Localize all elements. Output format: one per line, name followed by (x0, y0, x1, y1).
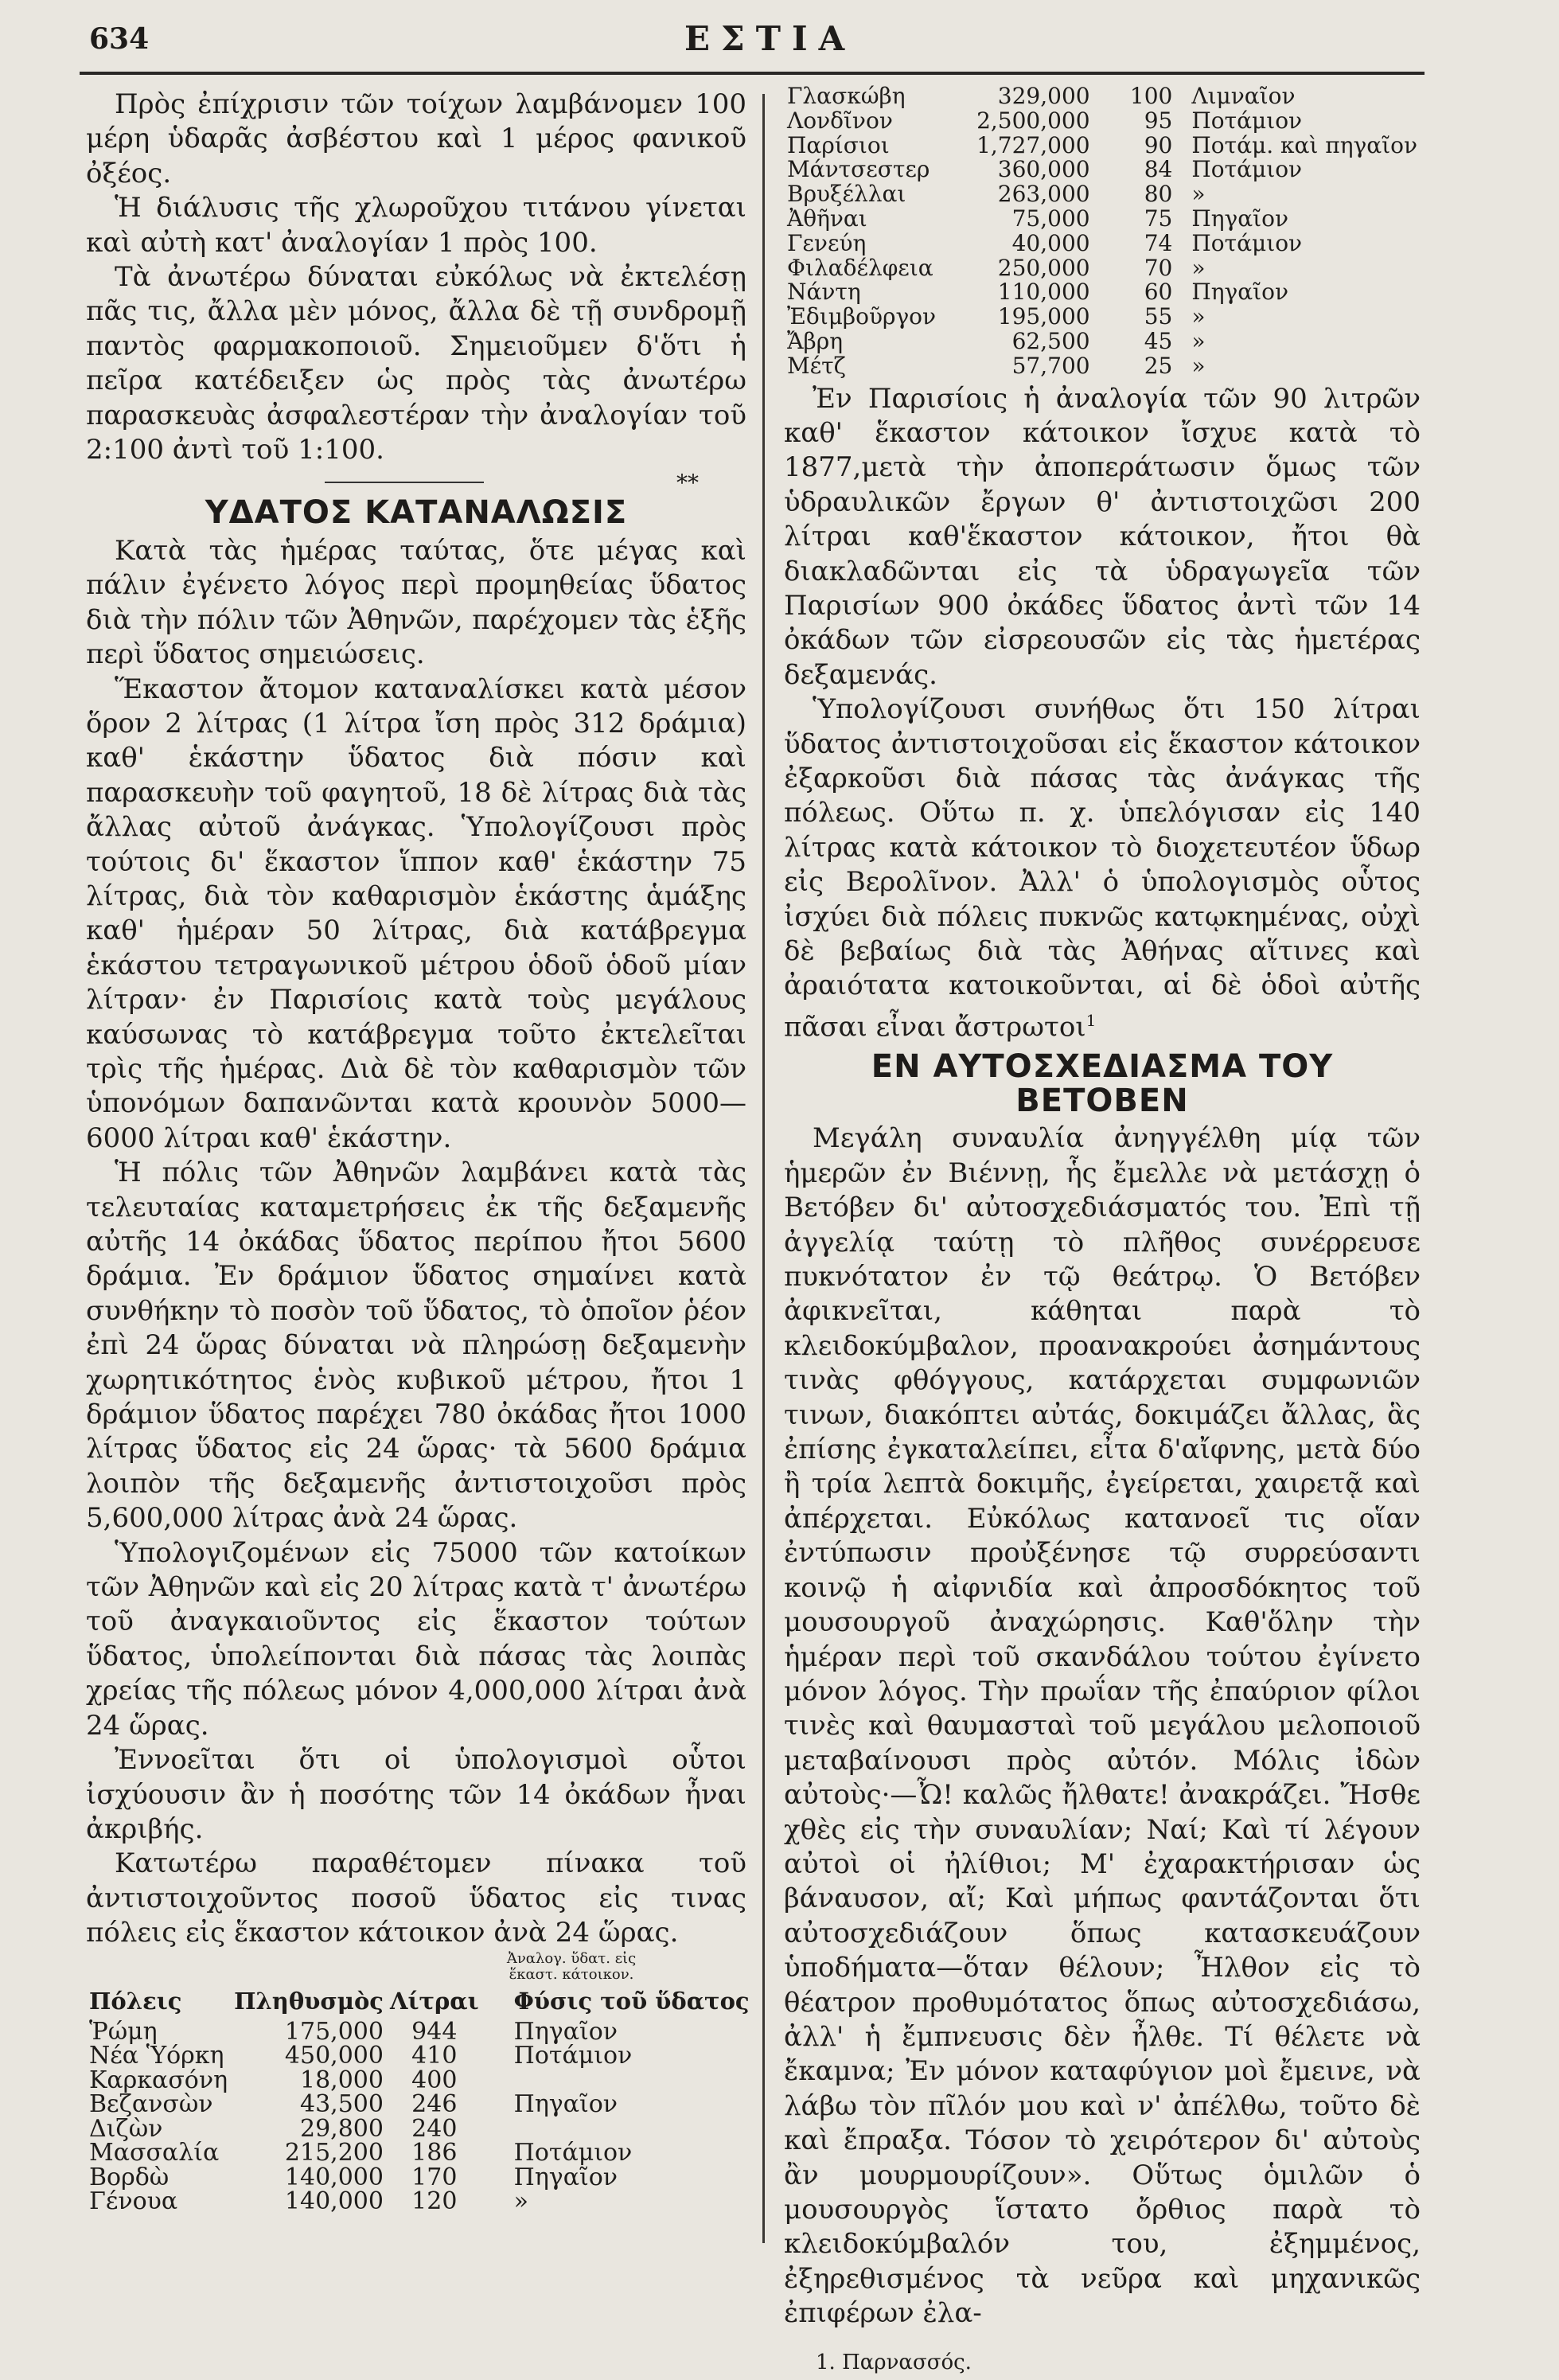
table-row (784, 182, 1421, 207)
page-number: 634 (89, 22, 150, 56)
cell-city: Φιλαδέλφεια (787, 254, 933, 281)
cell-city: Βεζανσὼν (89, 2090, 213, 2119)
cell-water-type: Πηγαῖον (1191, 205, 1289, 232)
cell-litres: 75 (1144, 205, 1173, 232)
cell-litres: 410 (411, 2042, 458, 2070)
table-row (86, 2190, 753, 2214)
cell-population: 329,000 (997, 83, 1090, 109)
column-rule (762, 94, 765, 2243)
cell-population: 195,000 (997, 303, 1090, 330)
table-row (86, 2166, 753, 2191)
article-title: ΕΝ ΑΥΤΟΣΧΕΔΙΑΣΜΑ ΤΟΥ ΒΕΤΟΒΕΝ (871, 1048, 1334, 1120)
paragraph: Κατωτέρω παραθέτομεν πίνακα τοῦ ἀντιστοιχοῦντος ποσοῦ ὕδατος εἰς τινας πόλεις εἰς ἕκαστον κάτοικον ἀνὰ 24 ὥρας. (86, 1847, 746, 1949)
page-header (0, 0, 1559, 64)
paragraph: Τὰ ἀνωτέρω δύναται εὐκόλως νὰ ἐκτελέσῃ πᾶς τις, ἄλλα μὲν μόνος, ἄλλα δὲ τῇ συνδρομῇ παντὸς φαρμακοποιοῦ. Σημειοῦμεν δ'ὅτι ἡ πεῖρα κατέδειξεν ὡς πρὸς τὰς ἀνωτέρω παρασκευὰς ἀσφαλεστέραν τὴν ἀναλογίαν τοῦ 2:100 ἀντὶ τοῦ 1:100. (86, 261, 746, 466)
cell-population: 40,000 (1011, 229, 1090, 256)
table-row (784, 207, 1421, 232)
paragraph: Πρὸς ἐπίχρισιν τῶν τοίχων λαμβάνομεν 100 μέρη ὑδαρᾶς ἀσβέστου καὶ 1 μέρος φανικοῦ ὀξέος. (86, 88, 746, 189)
cell-population: 1,727,000 (976, 131, 1090, 158)
water-table (86, 1984, 753, 2214)
cell-water-type: Πηγαῖον (513, 2163, 618, 2191)
cell-city: Βορδὼ (89, 2163, 170, 2191)
cell-litres: 90 (1144, 131, 1173, 158)
cell-water-type: Ποτάμιον (1191, 229, 1303, 256)
cell-litres: 70 (1144, 254, 1173, 281)
table-row (784, 256, 1421, 281)
separator-line (325, 482, 484, 483)
cell-litres: 170 (411, 2163, 458, 2191)
water-table-continued (784, 84, 1421, 379)
table-column-note: Ἀναλογ. ὕδατ. εἰς ἕκαστ. κάτοικον. (506, 1949, 637, 1983)
cell-litres: 60 (1144, 279, 1173, 306)
cell-city: Μέτζ (787, 352, 846, 379)
cell-water-type: » (513, 2187, 529, 2216)
cell-city: Μασσαλία (89, 2139, 220, 2167)
cell-water-type: » (1191, 181, 1206, 208)
cell-city: Γλασκώβη (787, 83, 906, 109)
cell-litres: 400 (411, 2066, 458, 2094)
cell-litres: 186 (411, 2139, 458, 2167)
cell-water-type: » (1191, 254, 1206, 281)
cell-litres: 95 (1144, 107, 1173, 134)
cell-litres: 944 (411, 2017, 458, 2046)
cell-water-type: Πηγαῖον (1191, 279, 1289, 306)
cell-population: 215,200 (284, 2139, 384, 2167)
paragraph: Ἐν Παρισίοις ἡ ἀναλογία τῶν 90 λιτρῶν καθ' ἕκαστον κάτοικον ἴσχυε κατὰ τὸ 1877,μετὰ τὴν ἀποπεράτωσιν ὅμως τῶν ὑδραυλικῶν ἔργων θ' ἀντιστοιχῶσι 200 λίτραι καθ'ἕκαστον κάτοικον, ἤτοι θὰ διακλαδῶνται εἰς τὰ ὑδραγωγεῖα τῶν Παρισίων 900 ὀκάδες ὕδατος ἀντὶ τῶν 14 ὀκάδων τῶν εἰσρεουσῶν εἰς τὰς ἡμετέρας δεξαμενάς. (784, 382, 1421, 691)
table-row (86, 2069, 753, 2093)
cell-litres: 45 (1144, 327, 1173, 354)
cell-city: Μάντσεστερ (787, 156, 930, 183)
cell-water-type: » (1191, 303, 1206, 330)
header-population: Πληθυσμὸς (234, 1987, 384, 2015)
cell-litres: 84 (1144, 156, 1173, 183)
cell-population: 450,000 (284, 2042, 384, 2070)
table-row (86, 2117, 753, 2142)
table-row (784, 109, 1421, 134)
cell-water-type: Ποτάμιον (513, 2042, 633, 2070)
cell-population: 29,800 (299, 2114, 384, 2143)
cell-population: 43,500 (299, 2090, 384, 2119)
cell-population: 18,000 (299, 2066, 384, 2094)
section-separator (86, 470, 746, 497)
cell-population: 62,500 (1011, 327, 1090, 354)
header-water-type: Φύσις τοῦ ὕδατος (513, 1987, 750, 2015)
cell-city: Ἄβρη (787, 327, 843, 354)
cell-water-type: » (1191, 352, 1206, 379)
cell-city: Παρίσιοι (787, 131, 890, 158)
cell-litres: 240 (411, 2114, 458, 2143)
cell-city: Γένουα (89, 2187, 178, 2216)
cell-city: Καρκασόνη (89, 2066, 228, 2094)
cell-water-type: Ποτάμιον (513, 2139, 633, 2167)
paragraph: Ἡ πόλις τῶν Ἀθηνῶν λαμβάνει κατὰ τὰς τελευταίας καταμετρήσεις ἐκ τῆς δεξαμενῆς αὐτῆς 14 ὀκάδας ὕδατος περίπου ἤτοι 5600 δράμια. Ἐν δράμιον ὕδατος σημαίνει κατὰ συνθήκην τὸ ποσὸν τοῦ ὕδατος, τὸ ὁποῖον ῥέον ἐπὶ 24 ὥρας δύναται νὰ πληρώσῃ δεξαμενὴν χωρητικότητος ἑνὸς κυβικοῦ μέτρου, ἤτοι 1 δράμιον ὕδατος παρέχει 780 ὀκάδας ἤτοι 1000 λίτρας ὕδατος εἰς 24 ὥρας· τὰ 5600 δράμια λοιπὸν τῆς δεξαμενῆς ἀντιστοιχοῦσι πρὸς 5,600,000 λίτρας ἀνὰ 24 ὥρας. (86, 1157, 746, 1535)
table-row (784, 330, 1421, 354)
right-column (784, 83, 1421, 2380)
cell-city: Νέα Ὑόρκη (89, 2042, 224, 2070)
cell-water-type (482, 2069, 753, 2093)
header-rule (80, 72, 1425, 75)
cell-city: Διζὼν (89, 2114, 163, 2143)
paragraph: Μεγάλη συναυλία ἀνηγγέλθη μίᾳ τῶν ἡμερῶν ἐν Βιέννῃ, ἧς ἔμελλε νὰ μετάσχῃ ὁ Βετόβεν δι' αὐτοσχεδιάσματός του. Ἐπὶ τῇ ἀγγελίᾳ ταύτῃ τὸ πλῆθος συνέρρευσε πυκνότατον ἐν τῷ θεάτρῳ. Ὁ Βετόβεν ἀφικνεῖται, κάθηται παρὰ τὸ κλειδοκύμβαλον, προανακρούει ἀσημάντους τινὰς φθόγγους, κατάρχεται συμφωνιῶν τινων, διακόπτει αὐτάς, δοκιμάζει ἄλλας, ἃς ἐπίσης ἐγκαταλείπει, εἶτα δ'αἴφνης, μετὰ δύο ἢ τρία λεπτὰ δοκιμῆς, ἐγείρεται, χαιρετᾷ καὶ ἀπέρχεται. Εὐκόλως κατανοεῖ τις οἵαν ἐντύπωσιν προὐξένησε τῷ συρρεύσαντι κοινῷ ἡ αἰφνιδία καὶ ἀπροσδόκητος τοῦ μουσουργοῦ ἀναχώρησις. Καθ'ὅλην τὴν ἡμέραν περὶ τοῦ σκανδάλου τούτου ἐγίνετο μόνον λόγος. Τὴν πρωΐαν τῆς ἐπαύριον φίλοι τινὲς καὶ θαυμασταὶ τοῦ μεγάλου μελοποιοῦ μεταβαίνουσι πρὸς αὐτόν. Μόλις ἰδὼν αὐτοὺς·—Ὦ! καλῶς ἤλθατε! ἀνακράζει. Ἤσθε χθὲς εἰς τὴν συναυλίαν; Ναί; Καὶ τί λέγουν αὐτοὶ οἱ ἠλίθιοι; Μ' ἐχαρακτήρισαν ὡς βάναυσον, αἴ; Καὶ μήπως φαντάζονται ὅτι αὐτοσχεδιάζουν ὅπως κατασκευάζουν ὑποδήματα—ὅταν θέλουν; Ἦλθον εἰς τὸ θέατρον προθυμότατος ὅπως αὐτοσχεδιάσω, ἀλλ' ἡ ἔμπνευσις δὲν ἦλθε. Τί θέλετε νὰ ἔκαμνα; Ἐν μόνον καταφύγιον μοὶ ἔμεινε, νὰ λάβω τὸν πῖλόν μου καὶ ν' ἀπέλθω, τοῦτο δὲ καὶ ἔπραξα. Τόσον τὸ χειρότερον δι' αὐτοὺς ἂν μουρμουρίζουν». Οὕτως ὁμιλῶν ὁ μουσουργὸς ἵστατο ὄρθιος παρὰ τὸ κλειδοκύμβαλόν του, ἐξημμένος, ἐξηρεθισμένος τὰ νεῦρα καὶ μηχανικῶς ἐπιφέρων ἐλα- (784, 1122, 1421, 2330)
table-row (784, 84, 1421, 109)
cell-population: 110,000 (997, 279, 1090, 306)
cell-water-type: Ποτάμ. καὶ πηγαῖον (1191, 131, 1417, 158)
cell-city: Ἀθῆναι (787, 205, 867, 232)
header-litres: Λίτραι (389, 1987, 479, 2015)
cell-litres: 80 (1144, 181, 1173, 208)
paragraph: Ἡ διάλυσις τῆς χλωροῦχου τιτάνου γίνεται καὶ αὐτὴ κατ' ἀναλογίαν 1 πρὸς 100. (86, 192, 746, 259)
cell-city: Λονδῖνον (787, 107, 893, 134)
cell-water-type: Πηγαῖον (513, 2017, 618, 2046)
paragraph: Ὑπολογιζομένων εἰς 75000 τῶν κατοίκων τῶν Ἀθηνῶν καὶ εἰς 20 λίτρας κατὰ τ' ἀνωτέρω τοῦ ἀναγκαιοῦντος εἰς ἕκαστον τούτων ὕδατος, ὑπολείπονται διὰ πάσας τὰς λοιπὰς χρείας τῆς πόλεως μόνον 4,000,000 λίτραι ἀνὰ 24 ὥρας. (86, 1536, 746, 1742)
table-row (86, 2020, 753, 2045)
cell-city: Ῥώμη (89, 2017, 158, 2046)
cell-water-type: Πηγαῖον (513, 2090, 618, 2119)
table-row (86, 2044, 753, 2069)
cell-population: 140,000 (284, 2187, 384, 2216)
cell-city: Γενεύη (787, 229, 867, 256)
table-row (784, 354, 1421, 379)
cell-water-type: Ποτάμιον (1191, 107, 1303, 134)
cell-population: 360,000 (997, 156, 1090, 183)
cell-population: 263,000 (997, 181, 1090, 208)
table-row (784, 232, 1421, 256)
cell-city: Ἐδιμβοῦργον (787, 303, 937, 330)
left-column (86, 88, 750, 2216)
cell-population: 140,000 (284, 2163, 384, 2191)
cell-litres: 246 (411, 2090, 458, 2119)
paragraph: Ἕκαστον ἄτομον καταναλίσκει κατὰ μέσον ὅρον 2 λίτρας (1 λίτρα ἴση πρὸς 312 δράμια) καθ' ἑκάστην ὕδατος διὰ πόσιν καὶ παρασκευὴν τοῦ φαγητοῦ, 18 δὲ λίτρας διὰ τὰς ἄλλας αὐτοῦ ἀνάγκας. Ὑπολογίζουσι πρὸς τούτοις δι' ἕκαστον ἵππον καθ' ἑκάστην 75 λίτρας, διὰ τὸν καθαρισμὸν ἑκάστης ἁμάξης καθ' ἡμέραν 50 λίτρας, διὰ κατάβρεγμα ἑκάστου τετραγωνικοῦ μέτρου ὁδοῦ ὁδοῦ μίαν λίτραν· ἐν Παρισίοις κατὰ τοὺς μεγάλους καύσωνας τὸ κατάβρεγμα τοῦτο ἐκτελεῖται τρὶς τῆς ἡμέρας. Διὰ δὲ τὸν καθαρισμὸν τῶν ὑπονόμων δαπανῶνται κατὰ κρουνὸν 5000—6000 λίτραι καθ' ἑκάστην. (86, 673, 746, 1154)
asterisks: ** (676, 470, 699, 497)
running-title: ΕΣΤΙΑ (684, 19, 856, 58)
table-row (86, 2141, 753, 2166)
article-title: ΥΔΑΤΟΣ ΚΑΤΑΝΑΛΩΣΙΣ (205, 494, 628, 532)
cell-city: Νάντη (787, 279, 861, 306)
paragraph: Ἐννοεῖται ὅτι οἱ ὑπολογισμοὶ οὗτοι ἰσχύουσιν ἂν ἡ ποσότης τῶν 14 ὀκάδων ἦναι ἀκριβής. (86, 1744, 746, 1845)
cell-population: 57,700 (1011, 352, 1090, 379)
table-row (784, 158, 1421, 182)
cell-water-type: » (1191, 327, 1206, 354)
table-row (784, 305, 1421, 330)
table-row (784, 134, 1421, 158)
paragraph-text: Ὑπολογίζουσι συνήθως ὅτι 150 λίτραι ὕδατος ἀντιστοιχοῦσαι εἰς ἕκαστον κάτοικον ἐξαρκοῦσι διὰ πάσας τὰς ἀνάγκας τῆς πόλεως. Οὕτω π. χ. ὑπελόγισαν εἰς 140 λίτρας κατὰ κάτοικον τὸ διοχετευτέον ὕδωρ εἰς Βερολῖνον. Ἀλλ' ὁ ὑπολογισμὸς οὗτος ἰσχύει διὰ πόλεις πυκνῶς κατῳκημένας, οὐχὶ δὲ βεβαίως διὰ τὰς Ἀθήνας αἵτινες καὶ ἀραιότατα κατοικοῦνται, αἱ δὲ ὁδοὶ αὐτῆς πᾶσαι εἶναι ἄστρωτοι (784, 693, 1421, 1044)
cell-litres: 120 (411, 2187, 458, 2216)
cell-water-type: Λιμναῖον (1191, 83, 1296, 109)
paragraph (784, 693, 1421, 1044)
cell-population: 2,500,000 (976, 107, 1090, 134)
cell-population: 75,000 (1011, 205, 1090, 232)
cell-water-type (482, 2117, 753, 2142)
footnote: 1. Παρνασσός. (816, 2350, 972, 2374)
cell-city: Βρυξέλλαι (787, 181, 906, 208)
cell-litres: 25 (1144, 352, 1173, 379)
cell-litres: 55 (1144, 303, 1173, 330)
cell-litres: 74 (1144, 229, 1173, 256)
cell-water-type: Ποτάμιον (1191, 156, 1303, 183)
paragraph: Κατὰ τὰς ἡμέρας ταύτας, ὅτε μέγας καὶ πάλιν ἐγένετο λόγος περὶ προμηθείας ὕδατος διὰ τὴν πόλιν τῶν Ἀθηνῶν, παρέχομεν τὰς ἑξῆς περὶ ὕδατος σημειώσεις. (86, 534, 746, 671)
table-row (86, 2093, 753, 2117)
cell-population: 250,000 (997, 254, 1090, 281)
header-city: Πόλεις (89, 1987, 182, 2015)
table-header-row (86, 1984, 753, 2020)
table-row (784, 280, 1421, 305)
cell-litres: 100 (1129, 83, 1173, 109)
cell-population: 175,000 (284, 2017, 384, 2046)
footnote-marker: 1 (1085, 1010, 1097, 1030)
